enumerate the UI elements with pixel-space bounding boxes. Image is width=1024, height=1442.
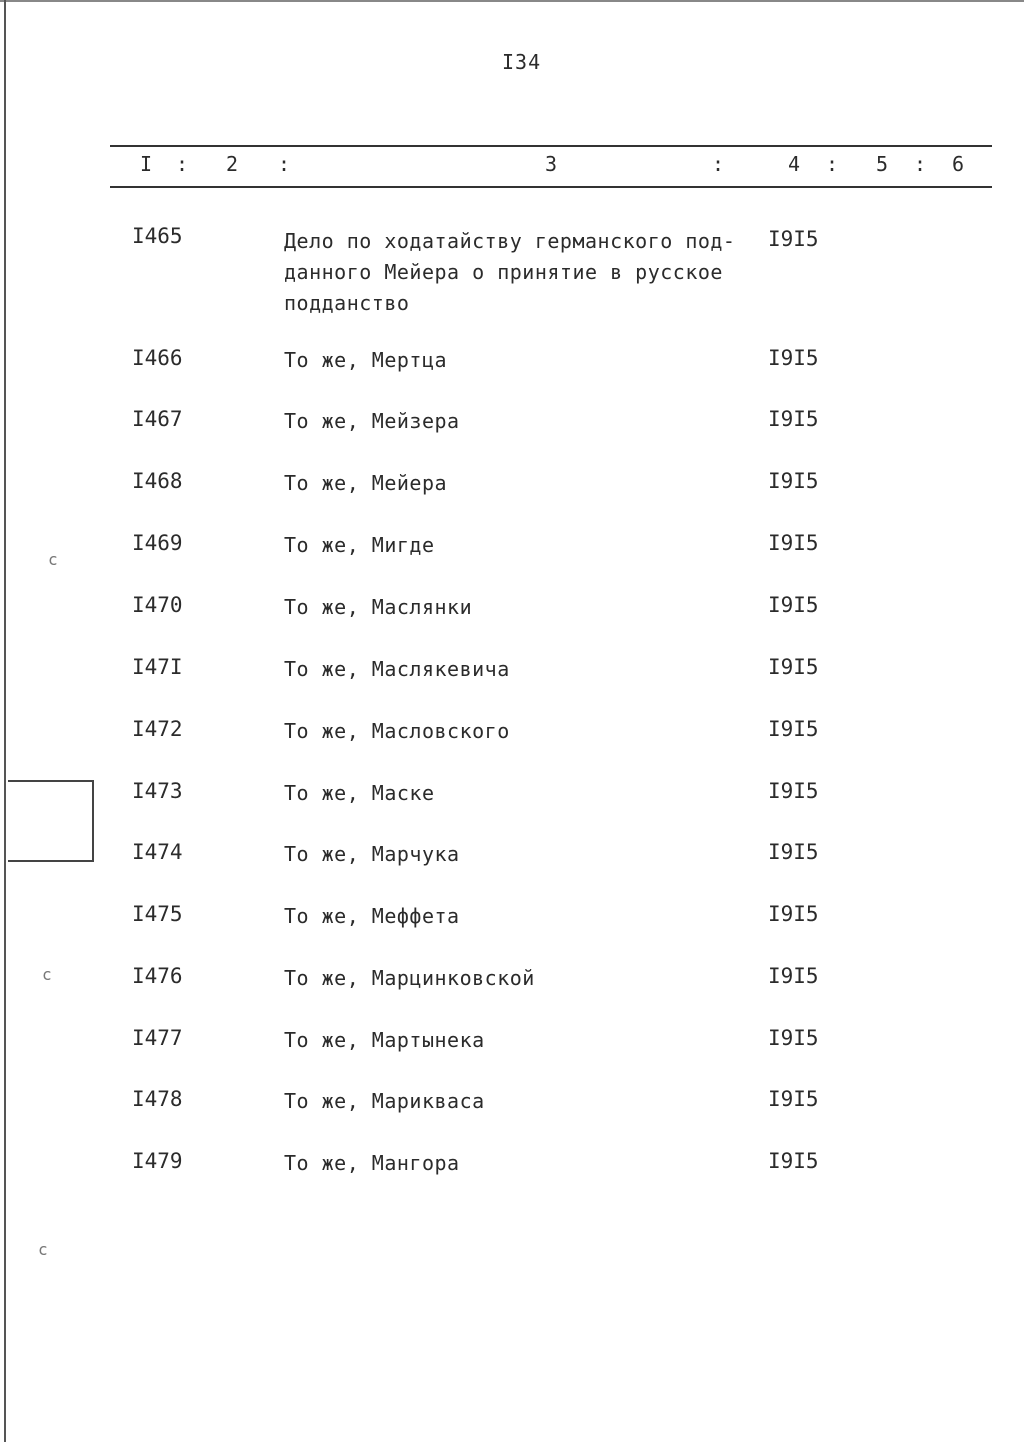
header-separator: : (914, 152, 927, 176)
header-col-1: I (140, 152, 153, 176)
row-description: То же, Меффета (284, 904, 460, 928)
row-description: То же, Мейзера (284, 409, 460, 433)
row-description: То же, Маске (284, 781, 435, 805)
row-description: То же, Марчука (284, 842, 460, 866)
row-year: I9I5 (768, 531, 819, 555)
pencil-mark: c (48, 550, 58, 569)
row-number: I478 (132, 1087, 183, 1111)
row-year: I9I5 (768, 779, 819, 803)
row-description: Дело по ходатайству германского под-данного Мейера о принятие в русское подданство (284, 229, 736, 315)
row-description: То же, Мангора (284, 1151, 460, 1175)
header-col-3: 3 (545, 152, 558, 176)
row-year: I9I5 (768, 1149, 819, 1173)
row-year: I9I5 (768, 469, 819, 493)
header-col-4: 4 (788, 152, 801, 176)
page-left-edge (4, 0, 6, 1442)
row-year: I9I5 (768, 1026, 819, 1050)
row-year: I9I5 (768, 902, 819, 926)
row-number: I468 (132, 469, 183, 493)
page-number: I34 (502, 50, 542, 74)
row-year: I9I5 (768, 964, 819, 988)
row-number: I472 (132, 717, 183, 741)
row-description: То же, Масловского (284, 719, 510, 743)
table-header-top-rule (110, 145, 992, 147)
pencil-mark: c (38, 1240, 48, 1259)
row-number: I465 (132, 224, 183, 248)
row-number: I475 (132, 902, 183, 926)
row-number: I466 (132, 346, 183, 370)
header-col-5: 5 (876, 152, 889, 176)
header-separator: : (176, 152, 189, 176)
page-top-edge (0, 0, 1024, 2)
row-number: I47I (132, 655, 183, 679)
row-number: I470 (132, 593, 183, 617)
row-description: То же, Мартынека (284, 1028, 485, 1052)
row-year: I9I5 (768, 346, 819, 370)
row-number: I467 (132, 407, 183, 431)
header-col-2: 2 (226, 152, 239, 176)
row-number: I477 (132, 1026, 183, 1050)
row-year: I9I5 (768, 593, 819, 617)
row-number: I473 (132, 779, 183, 803)
row-year: I9I5 (768, 840, 819, 864)
row-year: I9I5 (768, 655, 819, 679)
table-header-bottom-rule (110, 186, 992, 188)
row-description: То же, Мейера (284, 471, 448, 495)
header-separator: : (712, 152, 725, 176)
margin-box-mark (8, 780, 94, 862)
row-description: То же, Марцинковской (284, 966, 535, 990)
row-number: I469 (132, 531, 183, 555)
row-year: I9I5 (768, 227, 819, 251)
row-year: I9I5 (768, 1087, 819, 1111)
row-description: То же, Мертца (284, 348, 448, 372)
header-separator: : (278, 152, 291, 176)
pencil-mark: c (42, 965, 52, 984)
row-year: I9I5 (768, 717, 819, 741)
header-separator: : (826, 152, 839, 176)
header-col-6: 6 (952, 152, 965, 176)
row-number: I479 (132, 1149, 183, 1173)
row-description: То же, Маслякевича (284, 657, 510, 681)
row-description: То же, Маслянки (284, 595, 473, 619)
row-description: То же, Мигде (284, 533, 435, 557)
row-number: I474 (132, 840, 183, 864)
row-year: I9I5 (768, 407, 819, 431)
row-number: I476 (132, 964, 183, 988)
row-description: То же, Марикваса (284, 1089, 485, 1113)
